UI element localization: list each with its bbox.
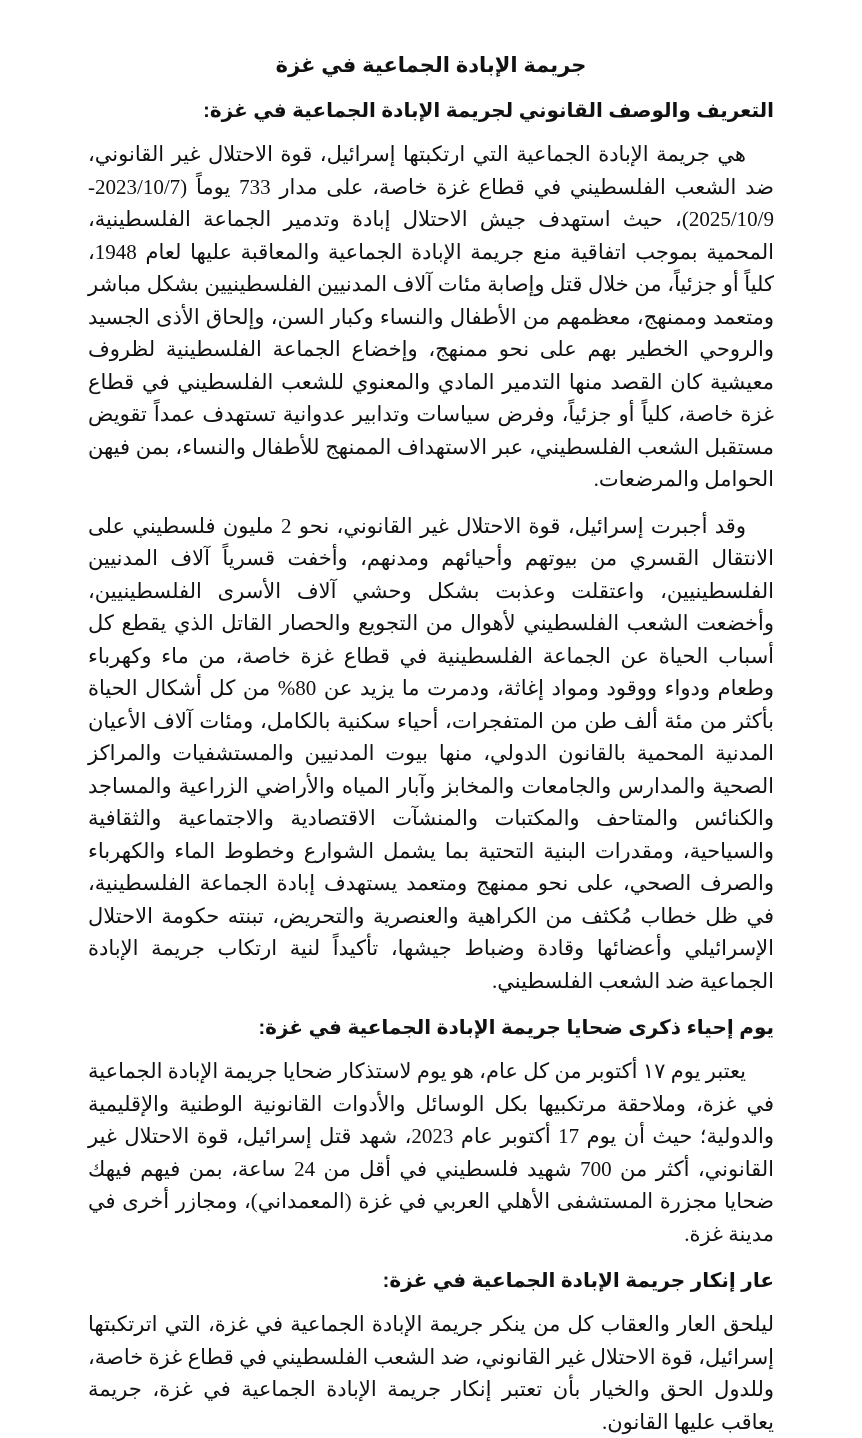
paragraph-denial-shame: ليلحق العار والعقاب كل من ينكر جريمة الإبادة الجماعية في غزة، التي اترتكبتها إسرائيل، قوة الاحتلال غير القانوني، ضد الشعب الفلسطيني في قطاع غزة خاصة، وللدول الحق والخيار بأن تعتبر إنكار جريمة الإبادة الجماعية في غزة، جريمة يعاقب عليها القانون.	[88, 1312, 774, 1434]
paragraph-definition: هي جريمة الإبادة الجماعية التي ارتكبتها إسرائيل، قوة الاحتلال غير القانوني، ضد الشعب الفلسطيني في قطاع غزة خاصة، على مدار 733 يوماً (2023/10/7-2025/10/9)، حيث استهدف جيش الاحتلال إبادة وتدمير الجماعة الفلسطينية، المحمية بموجب اتفاقية منع جريمة الإبادة الجماعية والمعاقبة عليها لعام 1948، كلياً أو جزئياً، من خلال قتل وإصابة مئات آلاف المدنيين الفلسطينيين بشكل مباشر ومتعمد وممنهج، معظمهم من الأطفال والنساء وكبار السن، وإلحاق الأذى الجسيد والروحي الخطير بهم على نحو ممنهج، وإخضاع الجماعة الفلسطينية لظروف معيشية كان القصد منها التدمير المادي والمعنوي للشعب الفلسطيني في قطاع غزة خاصة، كلياً أو جزئياً، وفرض سياسات وتدابير عدوانية تستهدف عمداً تقويض مستقبل الشعب الفلسطيني، عبر الاستهداف الممنهج للأطفال والنساء، بمن فيهن الحوامل والمرضعات.	[88, 142, 774, 491]
section-heading-legal-definition: التعريف والوصف القانوني لجريمة الإبادة الجماعية في غزة:	[203, 100, 774, 122]
section-heading-remembrance-day: يوم إحياء ذكرى ضحايا جريمة الإبادة الجماعية في غزة:	[258, 1017, 774, 1039]
document-title: جريمة الإبادة الجماعية في غزة	[275, 54, 587, 77]
section-legal-definition	[88, 94, 774, 997]
section-denial-shame	[88, 1264, 774, 1438]
paragraph-remembrance-day: يعتبر يوم ١٧ أكتوبر من كل عام، هو يوم لاستذكار ضحايا جريمة الإبادة الجماعية في غزة، وملاحقة مرتكبيها بكل الوسائل والأدوات القانونية الوطنية والإقليمية والدولية؛ حيث أن يوم 17 أكتوبر عام 2023، شهد قتل إسرائيل، قوة الاحتلال غير القانوني، أكثر من 700 شهيد فلسطيني في أقل من 24 ساعة، بمن فيهم فيهك ضحايا مجزرة المستشفى الأهلي العربي في غزة (المعمداني)، ومجازر أخرى في مدينة غزة.	[88, 1059, 774, 1246]
paragraph-forced-displacement: وقد أجبرت إسرائيل، قوة الاحتلال غير القانوني، نحو 2 مليون فلسطيني على الانتقال القسري من بيوتهم وأحيائهم ومدنهم، وأخفت قسرياً آلاف المدنيين الفلسطينيين، واعتقلت وعذبت بشكل وحشي آلاف الأسرى الفلسطينيين، وأخضعت الشعب الفلسطيني لأهوال من التجويع والحصار القاتل الذي يقطع كل أسباب الحياة عن الجماعة الفلسطينية في قطاع غزة خاصة، من ماء وكهرباء وطعام ودواء ووقود ومواد إغاثة، ودمرت ما يزيد عن 80% من كل أشكال الحياة بأكثر من مئة ألف طن من المتفجرات، أحياء سكنية بالكامل، ومئات آلاف الأعيان المدنية المحمية بالقانون الدولي، منها بيوت المدنيين والمستشفيات والمراكز الصحية والمدارس والجامعات والمخابز وآبار المياه والأراضي الزراعية والمساجد والكنائس والمتاحف والمكتبات والمنشآت الاقتصادية والاجتماعية والثقافية والسياحية، ومقدرات البنية التحتية بما يشمل الشوارع وخطوط الماء والكهرباء والصرف الصحي، على نحو ممنهج ومتعمد يستهدف إبادة الجماعة الفلسطينية، في ظل خطاب مُكثف من الكراهية والعنصرية والتحريض، تبنته حكومة الاحتلال الإسرائيلي وأعضائها وقادة وضباط جيشها، تأكيداً لنية ارتكاب جريمة الإبادة الجماعية ضد الشعب الفلسطيني.	[88, 513, 774, 993]
section-heading-denial-shame: عار إنكار جريمة الإبادة الجماعية في غزة:	[382, 1270, 774, 1292]
section-remembrance-day	[88, 1011, 774, 1250]
